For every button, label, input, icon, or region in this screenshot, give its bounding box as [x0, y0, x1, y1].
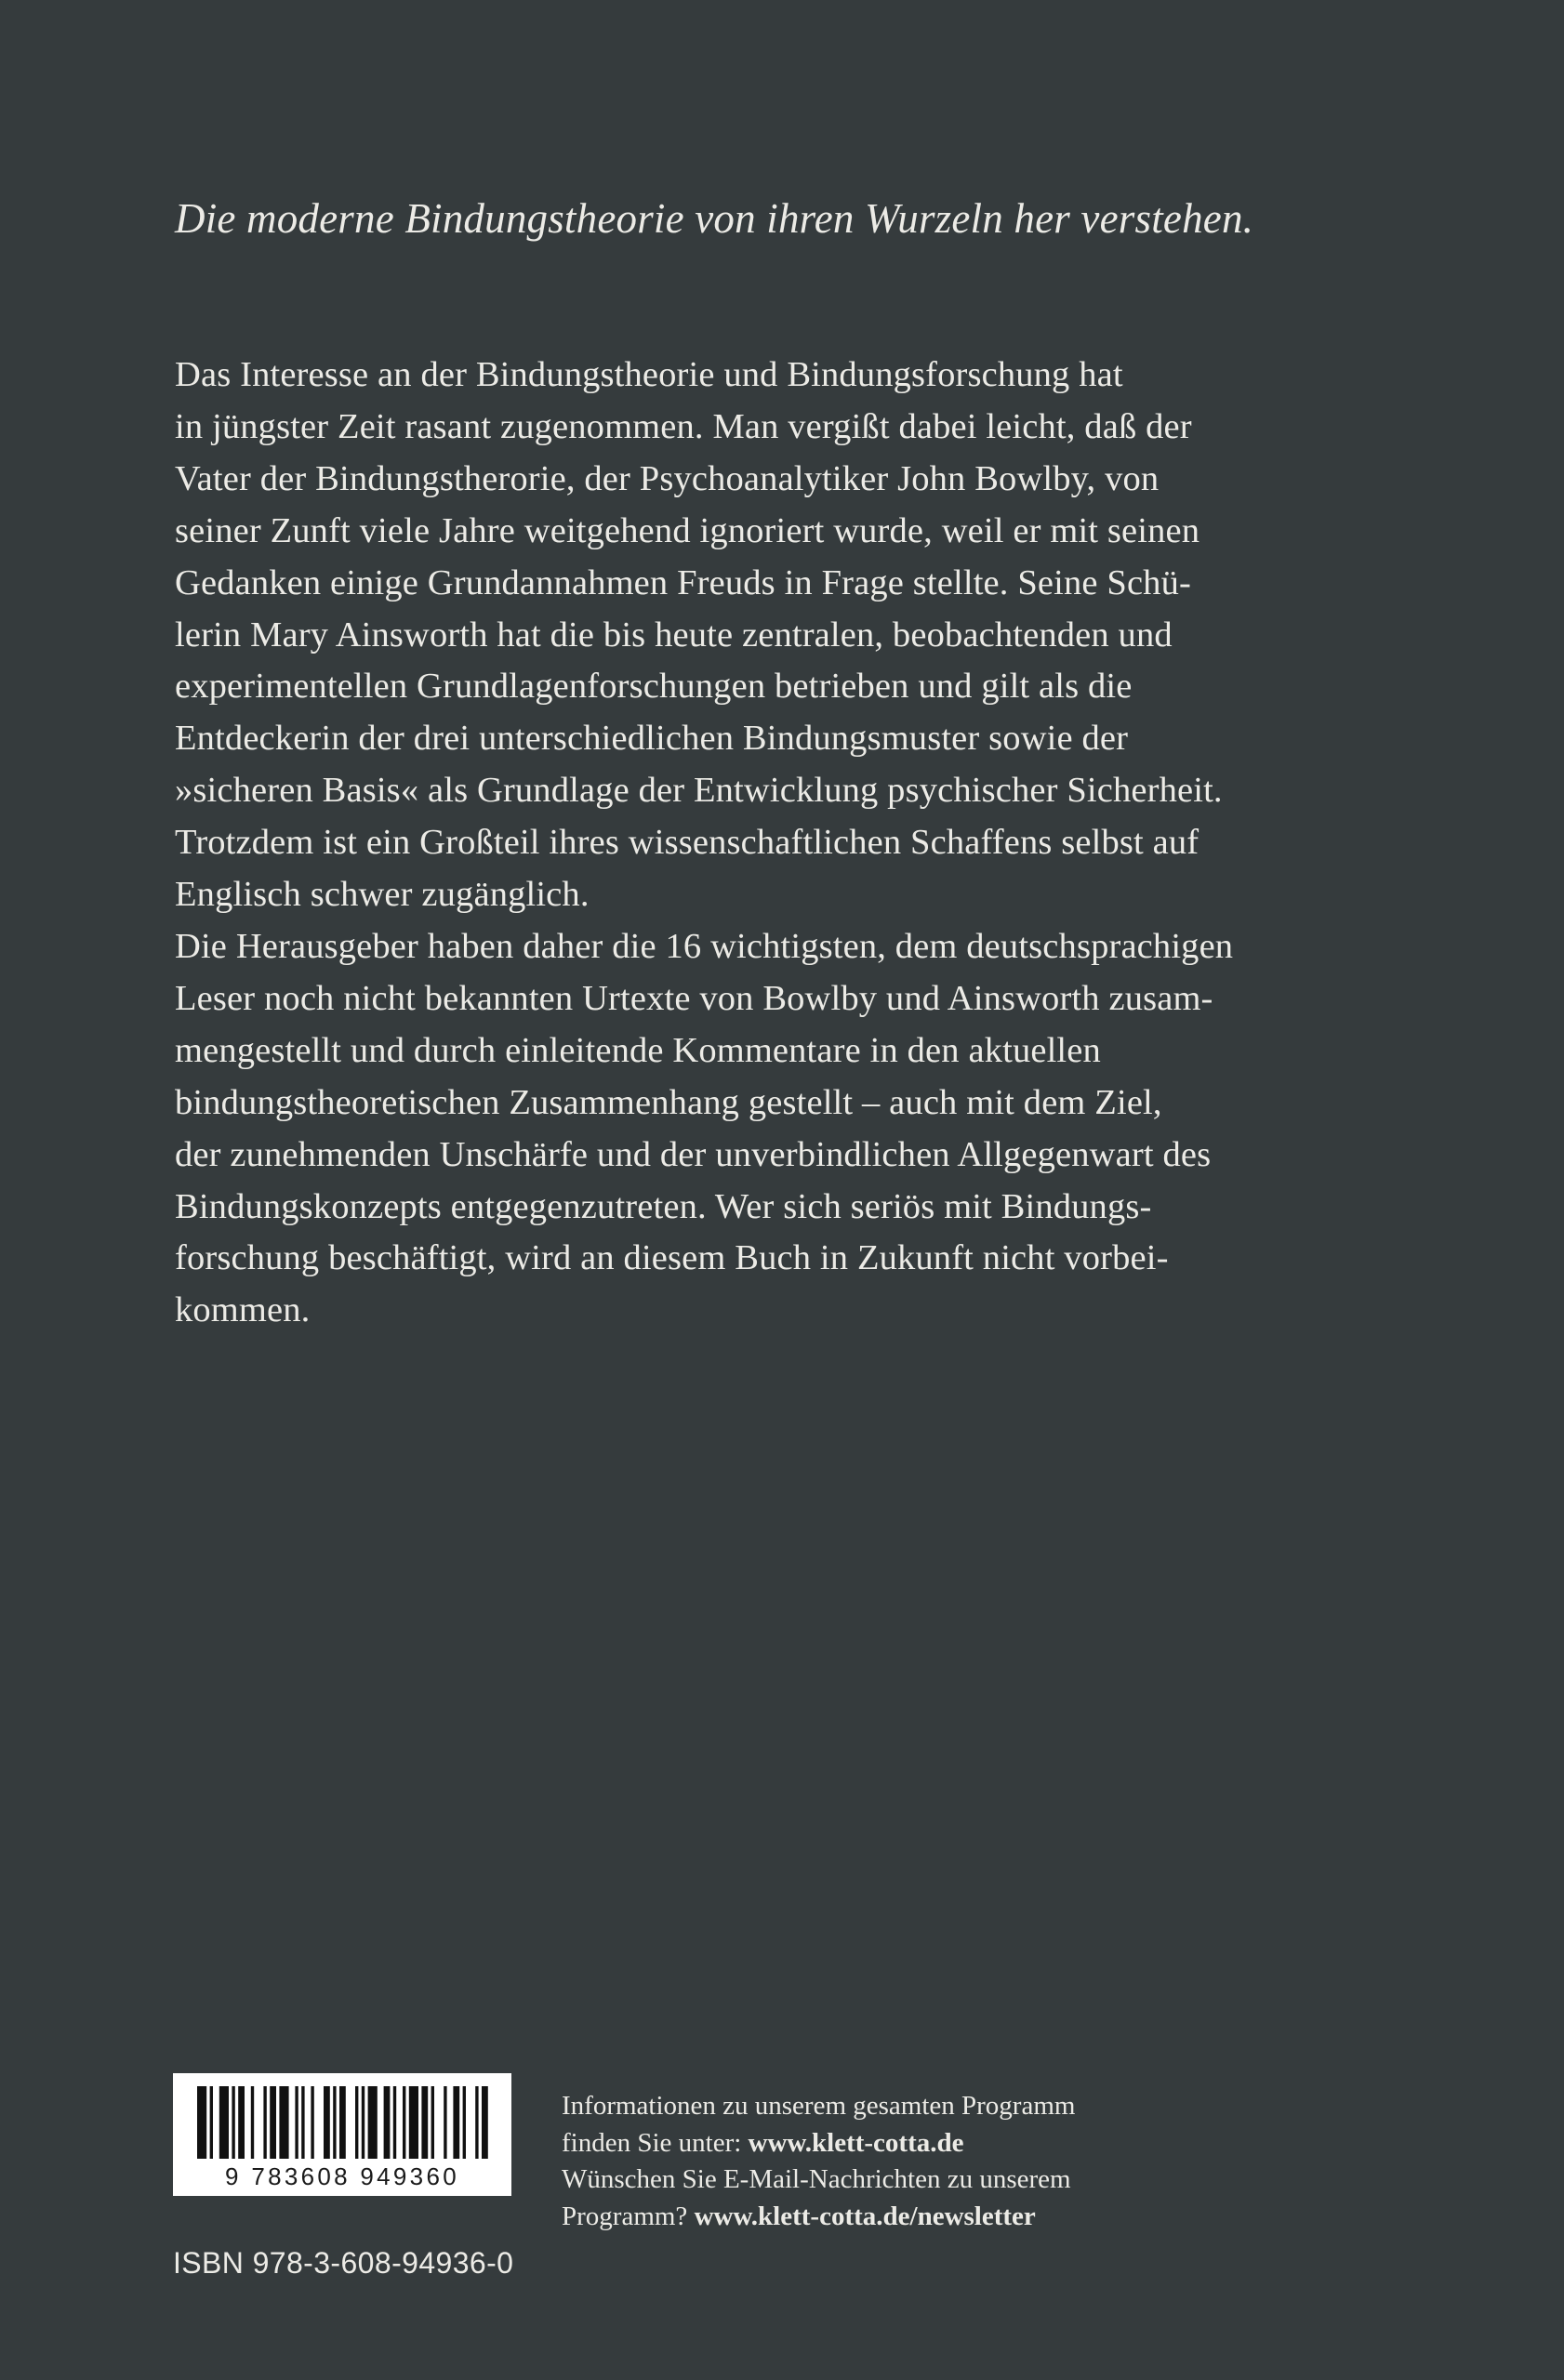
blurb-line: forschung beschäftigt, wird an diesem Buch in Zukunft nicht vorbei-	[175, 1238, 1169, 1278]
barcode-bar	[232, 2086, 234, 2159]
barcode-bar	[263, 2086, 266, 2159]
barcode-bar	[355, 2086, 358, 2159]
blurb-line: mengestellt und durch einleitende Kommentare in den aktuellen	[175, 1030, 1101, 1070]
barcode-bar	[362, 2086, 364, 2159]
barcode-bar	[409, 2086, 418, 2159]
blurb-line: lerin Mary Ainsworth hat die bis heute zentralen, beobachtenden und	[175, 615, 1173, 654]
barcode	[173, 2073, 511, 2196]
info-line: Informationen zu unserem gesamten Programm	[562, 2091, 1076, 2121]
barcode-bar	[393, 2086, 396, 2159]
tagline: Die moderne Bindungstheorie von ihren Wurzeln her verstehen.	[175, 195, 1254, 242]
info-line: Wünschen Sie E-Mail-Nachrichten zu unserem	[562, 2164, 1071, 2194]
blurb-line: Entdeckerin der drei unterschiedlichen Bindungsmuster sowie der	[175, 719, 1129, 759]
blurb-line: der zunehmenden Unschärfe und der unverbindlichen Allgegenwart des	[175, 1134, 1212, 1174]
blurb-line: Bindungskonzepts entgegenzutreten. Wer sich seriös mit Bindungs-	[175, 1186, 1152, 1226]
barcode-digits: 9 783608 949360	[225, 2162, 459, 2190]
barcode-bar	[238, 2086, 245, 2159]
blurb-line: Gedanken einige Grundannahmen Freuds in Frage stellte. Seine Schü-	[175, 562, 1191, 602]
barcode-bar	[197, 2086, 206, 2159]
barcode-bar	[475, 2086, 478, 2159]
info-line	[562, 2125, 1075, 2162]
blurb-line: Das Interesse an der Bindungstheorie und Bindungsforschung hat	[175, 355, 1123, 394]
info-text: Programm?	[562, 2201, 695, 2231]
barcode-bar	[444, 2086, 446, 2159]
blurb-line: Englisch schwer zugänglich.	[175, 875, 590, 915]
barcode-bar	[339, 2086, 346, 2159]
barcode-bar	[311, 2086, 313, 2159]
blurb-line: Vater der Bindungstherorie, der Psychoanalytiker John Bowlby, von	[175, 458, 1160, 498]
blurb-text	[175, 350, 1402, 1337]
blurb-line: Die Herausgeber haben daher die 16 wichtigsten, dem deutschsprachigen	[175, 926, 1234, 966]
barcode-bar	[403, 2086, 405, 2159]
blurb-line: Trotzdem ist ein Großteil ihres wissenschaftlichen Schaffens selbst auf	[175, 823, 1200, 863]
barcode-bar	[301, 2086, 304, 2159]
blurb-line: in jüngster Zeit rasant zugenommen. Man vergißt dabei leicht, daß der	[175, 406, 1192, 446]
blurb-line: »sicheren Basis« als Grundlage der Entwicklung psychischer Sicherheit.	[175, 771, 1223, 811]
blurb-line: kommen.	[175, 1290, 311, 1330]
barcode-bar	[270, 2086, 276, 2159]
blurb-line: Leser noch nicht bekannten Urtexte von Bowlby und Ainsworth zusam-	[175, 978, 1213, 1018]
barcode-bar	[295, 2086, 298, 2159]
barcode-bar	[421, 2086, 428, 2159]
info-line	[562, 2199, 1075, 2236]
blurb-line: bindungstheoretischen Zusammenhang gestellt – auch mit dem Ziel,	[175, 1082, 1162, 1122]
barcode-bar	[463, 2086, 466, 2159]
blurb-line: seiner Zunft viele Jahre weitgehend ignoriert wurde, weil er mit seinen	[175, 510, 1200, 550]
barcode-bar	[333, 2086, 336, 2159]
publisher-info	[562, 2088, 1075, 2235]
barcode-bar	[324, 2086, 330, 2159]
barcode-bar	[482, 2086, 488, 2159]
barcode-bar	[219, 2086, 229, 2159]
barcode-bar	[368, 2086, 378, 2159]
barcode-bar	[251, 2086, 254, 2159]
isbn-number: ISBN 978-3-608-94936-0	[173, 2246, 514, 2280]
barcode-bar	[453, 2086, 459, 2159]
barcode-bar	[279, 2086, 288, 2159]
newsletter-link[interactable]: www.klett-cotta.de/newsletter	[694, 2201, 1036, 2231]
barcode-bar	[210, 2086, 213, 2159]
barcode-bar	[431, 2086, 434, 2159]
blurb-line: experimentellen Grundlagenforschungen betrieben und gilt als die	[175, 667, 1133, 707]
website-link[interactable]: www.klett-cotta.de	[748, 2127, 964, 2158]
info-text: finden Sie unter:	[562, 2127, 749, 2158]
barcode-bar	[384, 2086, 391, 2159]
